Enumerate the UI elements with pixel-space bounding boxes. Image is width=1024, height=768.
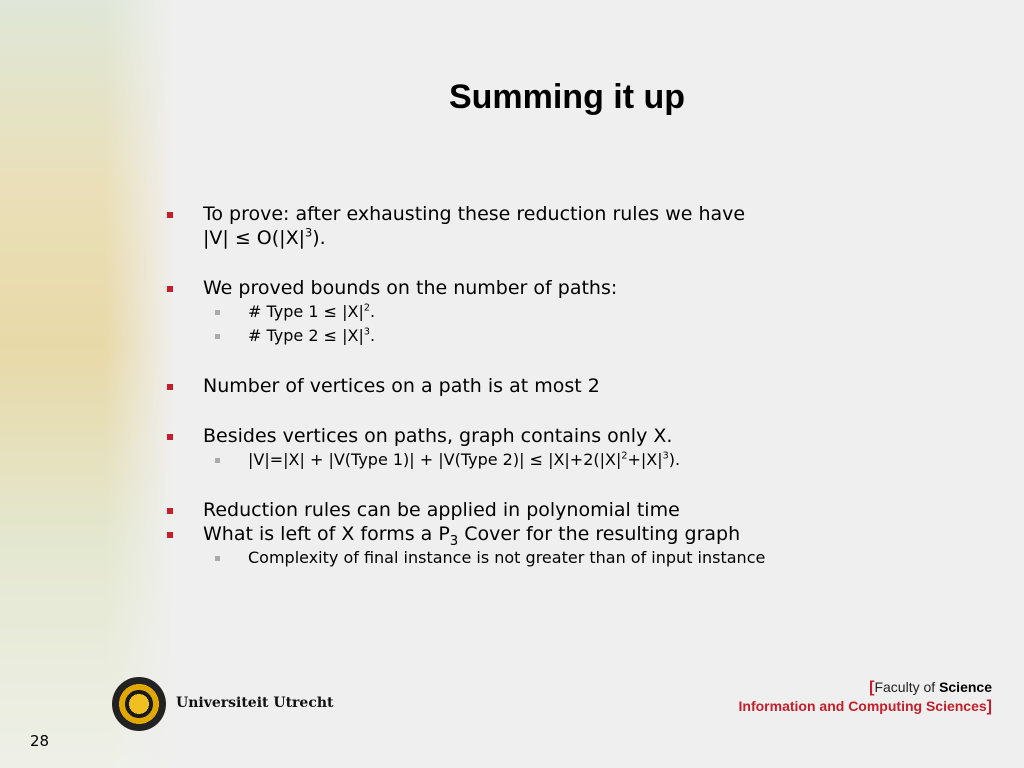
bullet-text: Number of vertices on a path is at most 2 [203, 375, 600, 397]
sub-bullet-square-icon [215, 458, 220, 463]
bullet-square-icon [167, 212, 173, 218]
bullet-path-bounds [160, 276, 960, 300]
department-name: Information and Computing Sciences] [738, 698, 992, 715]
page-number: 28 [30, 732, 50, 750]
bullet-graph-contains [160, 424, 960, 448]
sub-bullet-vertex-sum: |V|=|X| + |V(Type 1)| + |V(Type $2)| \le |X|+2(|X|^2+|X|^3)$. [160, 448, 960, 472]
university-seal-icon [112, 677, 166, 731]
university-logo [112, 677, 412, 731]
bullet-square-icon [167, 532, 173, 538]
sub-bullet-square-icon [215, 310, 220, 315]
bullet-square-icon [167, 434, 173, 440]
sub-bullet-complexity: Complexity of final instance is not greater than of input instance [160, 546, 960, 570]
bullet-square-icon [167, 508, 173, 514]
open-bracket: [ [869, 679, 875, 696]
close-bracket: ] [986, 698, 992, 715]
bullet-square-icon [167, 286, 173, 292]
bullet-text: Besides vertices on paths, graph contains only X. [203, 425, 673, 447]
bullet-text: Reduction rules can be applied in polynomial time [203, 499, 680, 521]
bullet-text-line2: $|V| \le O(|X|^3)$. [203, 225, 326, 249]
bullet-vertices-on-path [160, 374, 960, 398]
bullet-p3-cover [160, 522, 960, 549]
bullet-text: We proved bounds on the number of paths: [203, 277, 618, 299]
bullet-polynomial-time [160, 498, 960, 522]
sub-bullet-type2: # Type $2 \le |X|^3$. [160, 324, 960, 348]
university-name: Universiteit Utrecht [176, 695, 334, 711]
bullet-text: To prove: after exhausting these reduction rules we have [203, 203, 746, 225]
bullet-square-icon [167, 384, 173, 390]
bullet-to-prove [160, 202, 960, 250]
slide-content [160, 202, 960, 570]
sub-bullet-square-icon [215, 334, 220, 339]
slide-title: Summing it up [448, 78, 686, 116]
bullet-text: What is left of X forms a $P_3$ Cover for the resulting graph [203, 523, 741, 549]
faculty-label: [Faculty of Science Information and Computing Sciences] [738, 679, 992, 715]
sub-bullet-type1: # Type $1 \le |X|^2$. [160, 300, 960, 324]
sub-bullet-square-icon [215, 556, 220, 561]
